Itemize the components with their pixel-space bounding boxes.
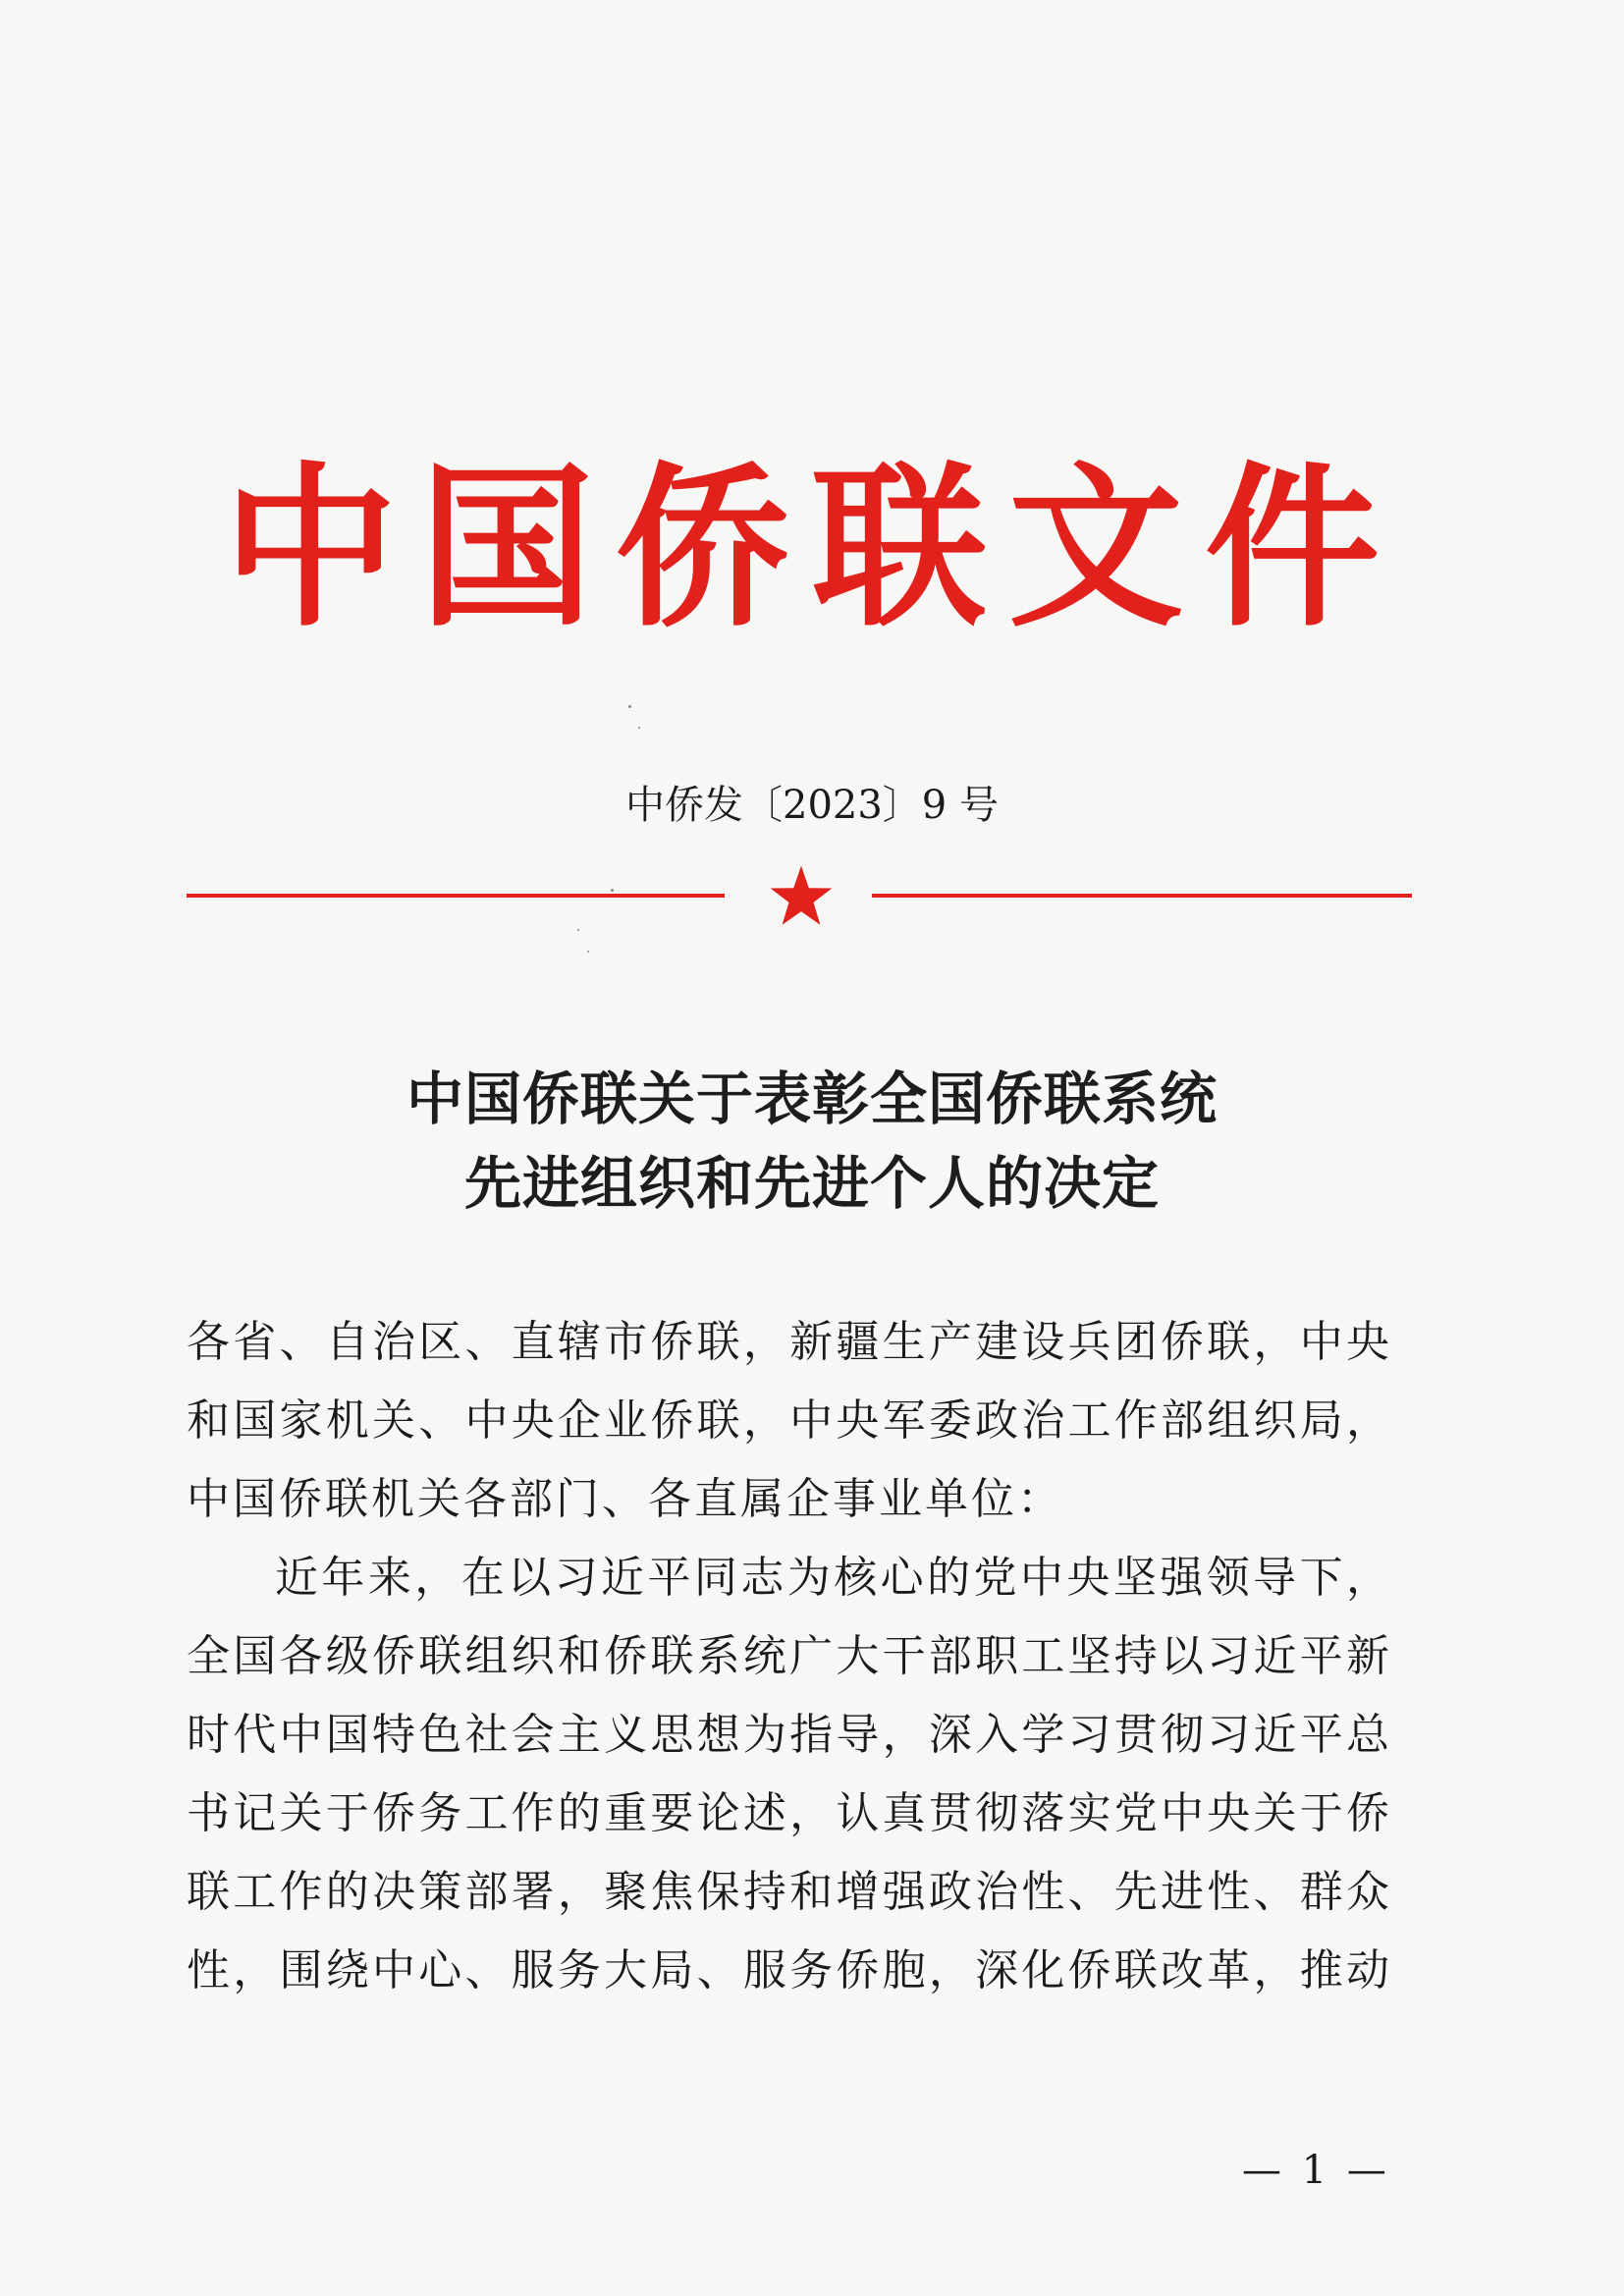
addressee-line: 和国家机关、中央企业侨联，中央军委政治工作部组织局， (187, 1395, 1389, 1446)
scan-speck (611, 889, 614, 892)
document-number: 中侨发〔2023〕9 号 (625, 783, 999, 828)
page-number: — 1 — (1242, 2148, 1390, 2193)
scan-speck (638, 727, 640, 729)
divider-rule-right (872, 894, 1412, 898)
scan-speck (628, 705, 631, 708)
addressee-line: 中国侨联机关各部门、各直属企事业单位： (187, 1474, 1063, 1524)
scan-speck (587, 951, 589, 953)
document-title-line-2: 先进组织和先进个人的决定 (463, 1150, 1160, 1217)
body-line: 近年来，在以习近平同志为核心的党中央坚强领导下， (275, 1553, 1389, 1603)
star-icon (769, 864, 834, 927)
body-line: 联工作的决策部署，聚焦保持和增强政治性、先进性、群众 (187, 1867, 1389, 1917)
star-shape (771, 866, 833, 925)
addressee-line: 各省、自治区、直辖市侨联，新疆生产建设兵团侨联，中央 (187, 1317, 1389, 1367)
scan-speck (577, 929, 579, 931)
divider-rule-left (187, 894, 725, 898)
body-line: 书记关于侨务工作的重要论述，认真贯彻落实党中央关于侨 (187, 1788, 1389, 1838)
body-line: 性，围绕中心、服务大局、服务侨胞，深化侨联改革，推动 (187, 1945, 1389, 1995)
document-title-line-1: 中国侨联关于表彰全国侨联系统 (406, 1066, 1218, 1132)
masthead-title: 中国侨联文件 (223, 447, 1401, 650)
body-line: 全国各级侨联组织和侨联系统广大干部职工坚持以习近平新 (187, 1631, 1389, 1681)
body-line: 时代中国特色社会主义思想为指导，深入学习贯彻习近平总 (187, 1710, 1389, 1760)
